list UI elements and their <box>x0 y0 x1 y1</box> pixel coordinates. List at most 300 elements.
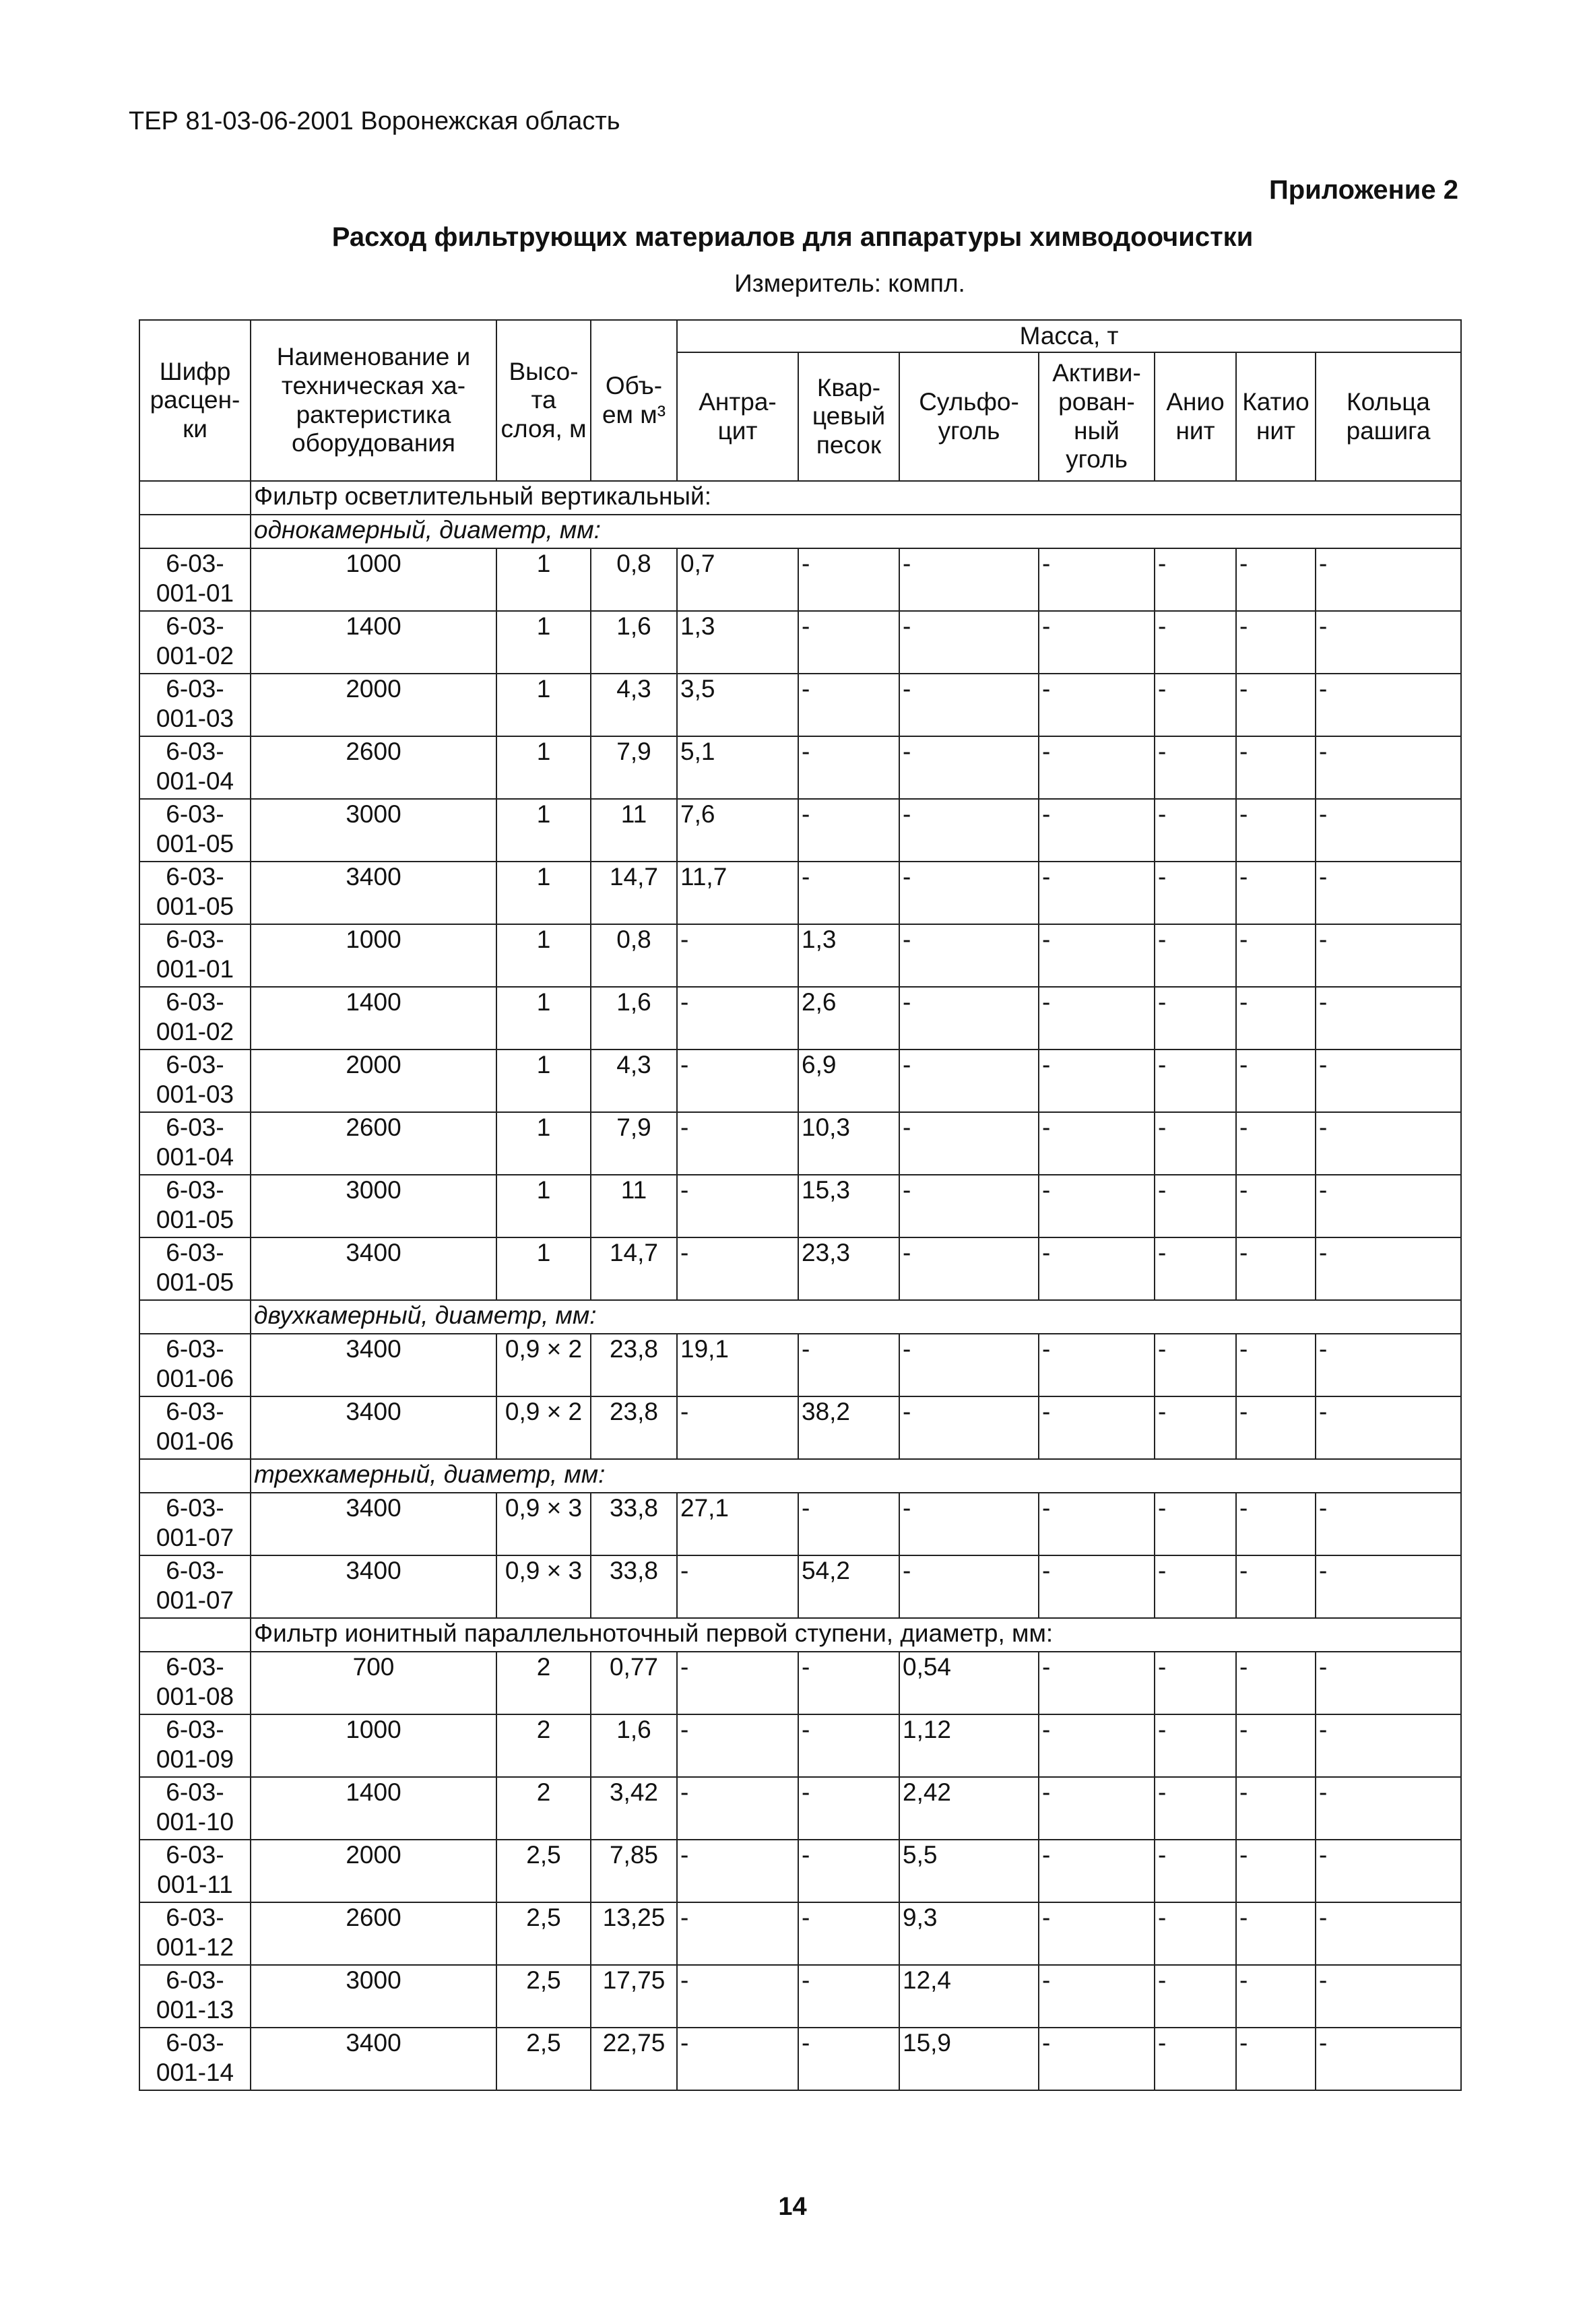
mass-anion-exchanger-cell: - <box>1155 736 1236 799</box>
mass-cation-exchanger-cell: - <box>1236 1237 1316 1300</box>
mass-anthracite-cell: - <box>677 2028 798 2090</box>
mass-cation-exchanger-cell: - <box>1236 799 1316 862</box>
mass-cation-exchanger-cell: - <box>1236 924 1316 987</box>
mass-anion-exchanger-cell: - <box>1155 1237 1236 1300</box>
code-cell: 6-03-001-06 <box>139 1396 251 1459</box>
mass-raschig-rings-cell: - <box>1316 1493 1461 1555</box>
volume-cell: 23,8 <box>591 1396 677 1459</box>
mass-activated-carbon-cell: - <box>1039 548 1155 611</box>
mass-quartz-sand-cell: - <box>798 1777 899 1840</box>
mass-anthracite-cell: 19,1 <box>677 1334 798 1396</box>
mass-activated-carbon-cell: - <box>1039 1050 1155 1112</box>
mass-quartz-sand-cell: - <box>798 2028 899 2090</box>
mass-sulfocoal-cell: - <box>899 611 1039 674</box>
name-cell: 1000 <box>251 1714 496 1777</box>
mass-activated-carbon-cell: - <box>1039 1237 1155 1300</box>
name-cell: 1000 <box>251 548 496 611</box>
name-cell: 3000 <box>251 1965 496 2028</box>
volume-cell: 0,77 <box>591 1652 677 1714</box>
table-row <box>139 736 1461 799</box>
mass-raschig-rings-cell: - <box>1316 674 1461 736</box>
mass-activated-carbon-cell: - <box>1039 611 1155 674</box>
height-cell: 2 <box>496 1652 591 1714</box>
mass-quartz-sand-cell: - <box>798 611 899 674</box>
table-row <box>139 1840 1461 1902</box>
mass-quartz-sand-cell: - <box>798 1334 899 1396</box>
mass-anthracite-cell: - <box>677 1112 798 1175</box>
code-cell: 6-03-001-13 <box>139 1965 251 2028</box>
mass-anthracite-cell: - <box>677 1555 798 1618</box>
mass-anion-exchanger-cell: - <box>1155 799 1236 862</box>
mass-anion-exchanger-cell: - <box>1155 1965 1236 2028</box>
mass-anion-exchanger-cell: - <box>1155 924 1236 987</box>
mass-anthracite-cell: - <box>677 1396 798 1459</box>
height-cell: 1 <box>496 987 591 1050</box>
mass-sulfocoal-cell: - <box>899 1112 1039 1175</box>
code-cell: 6-03-001-02 <box>139 987 251 1050</box>
table-row <box>139 1493 1461 1555</box>
name-cell: 2000 <box>251 1840 496 1902</box>
mass-anion-exchanger-cell: - <box>1155 2028 1236 2090</box>
table-row <box>139 1112 1461 1175</box>
mass-quartz-sand-cell: - <box>798 1714 899 1777</box>
mass-anion-exchanger-cell: - <box>1155 1050 1236 1112</box>
volume-cell: 7,9 <box>591 1112 677 1175</box>
volume-cell: 22,75 <box>591 2028 677 2090</box>
name-cell: 3400 <box>251 1334 496 1396</box>
mass-cation-exchanger-cell: - <box>1236 1840 1316 1902</box>
mass-activated-carbon-cell: - <box>1039 1777 1155 1840</box>
mass-quartz-sand-cell: 2,6 <box>798 987 899 1050</box>
height-cell: 1 <box>496 924 591 987</box>
mass-raschig-rings-cell: - <box>1316 1396 1461 1459</box>
mass-raschig-rings-cell: - <box>1316 1714 1461 1777</box>
mass-quartz-sand-cell: - <box>798 1965 899 2028</box>
section-code-cell <box>139 1459 251 1493</box>
mass-cation-exchanger-cell: - <box>1236 611 1316 674</box>
mass-sulfocoal-cell: 5,5 <box>899 1840 1039 1902</box>
code-cell: 6-03-001-05 <box>139 1237 251 1300</box>
code-cell: 6-03-001-07 <box>139 1493 251 1555</box>
mass-cation-exchanger-cell: - <box>1236 674 1316 736</box>
section-code-cell <box>139 1618 251 1652</box>
section-row <box>139 1618 1461 1652</box>
mass-sulfocoal-cell: 12,4 <box>899 1965 1039 2028</box>
table-row <box>139 1050 1461 1112</box>
height-cell: 0,9 × 3 <box>496 1493 591 1555</box>
header-quartz-sand: Квар-цевый песок <box>798 352 899 481</box>
mass-sulfocoal-cell: 1,12 <box>899 1714 1039 1777</box>
mass-raschig-rings-cell: - <box>1316 1175 1461 1237</box>
mass-cation-exchanger-cell: - <box>1236 1334 1316 1396</box>
name-cell: 2600 <box>251 1112 496 1175</box>
height-cell: 2,5 <box>496 1840 591 1902</box>
section-code-cell <box>139 515 251 548</box>
table-row <box>139 1714 1461 1777</box>
table-row <box>139 2028 1461 2090</box>
mass-activated-carbon-cell: - <box>1039 1652 1155 1714</box>
mass-quartz-sand-cell: 38,2 <box>798 1396 899 1459</box>
header-height: Высо-та слоя, м <box>496 320 591 481</box>
mass-raschig-rings-cell: - <box>1316 1112 1461 1175</box>
mass-anthracite-cell: 3,5 <box>677 674 798 736</box>
height-cell: 2 <box>496 1777 591 1840</box>
name-cell: 2000 <box>251 1050 496 1112</box>
volume-cell: 1,6 <box>591 1714 677 1777</box>
height-cell: 1 <box>496 862 591 924</box>
mass-anthracite-cell: - <box>677 1652 798 1714</box>
mass-sulfocoal-cell: - <box>899 987 1039 1050</box>
mass-anion-exchanger-cell: - <box>1155 1777 1236 1840</box>
volume-cell: 13,25 <box>591 1902 677 1965</box>
mass-sulfocoal-cell: - <box>899 799 1039 862</box>
mass-raschig-rings-cell: - <box>1316 1555 1461 1618</box>
height-cell: 1 <box>496 1237 591 1300</box>
mass-raschig-rings-cell: - <box>1316 1902 1461 1965</box>
section-row <box>139 481 1461 515</box>
mass-sulfocoal-cell: - <box>899 924 1039 987</box>
section-label: Фильтр ионитный параллельноточный первой ступени, диаметр, мм: <box>251 1618 1461 1652</box>
name-cell: 3000 <box>251 799 496 862</box>
mass-anthracite-cell: 11,7 <box>677 862 798 924</box>
header-raschig-rings: Кольца рашига <box>1316 352 1461 481</box>
mass-raschig-rings-cell: - <box>1316 736 1461 799</box>
volume-cell: 7,85 <box>591 1840 677 1902</box>
unit-of-measure: Измеритель: компл. <box>734 269 965 297</box>
mass-quartz-sand-cell: - <box>798 548 899 611</box>
mass-activated-carbon-cell: - <box>1039 1493 1155 1555</box>
mass-activated-carbon-cell: - <box>1039 799 1155 862</box>
name-cell: 700 <box>251 1652 496 1714</box>
mass-activated-carbon-cell: - <box>1039 862 1155 924</box>
height-cell: 1 <box>496 1050 591 1112</box>
section-row <box>139 1459 1461 1493</box>
mass-activated-carbon-cell: - <box>1039 2028 1155 2090</box>
section-label: Фильтр осветлительный вертикальный: <box>251 481 1461 515</box>
section-row <box>139 515 1461 548</box>
mass-raschig-rings-cell: - <box>1316 924 1461 987</box>
mass-activated-carbon-cell: - <box>1039 1965 1155 2028</box>
height-cell: 2 <box>496 1714 591 1777</box>
mass-sulfocoal-cell: - <box>899 1334 1039 1396</box>
volume-cell: 33,8 <box>591 1555 677 1618</box>
mass-anthracite-cell: 7,6 <box>677 799 798 862</box>
mass-raschig-rings-cell: - <box>1316 1840 1461 1902</box>
mass-raschig-rings-cell: - <box>1316 799 1461 862</box>
volume-cell: 4,3 <box>591 674 677 736</box>
section-label: однокамерный, диаметр, мм: <box>251 515 1461 548</box>
height-cell: 2,5 <box>496 1902 591 1965</box>
mass-raschig-rings-cell: - <box>1316 2028 1461 2090</box>
mass-anion-exchanger-cell: - <box>1155 1175 1236 1237</box>
name-cell: 1400 <box>251 1777 496 1840</box>
mass-anion-exchanger-cell: - <box>1155 1555 1236 1618</box>
mass-anion-exchanger-cell: - <box>1155 548 1236 611</box>
header-anthracite: Антра-цит <box>677 352 798 481</box>
mass-sulfocoal-cell: 15,9 <box>899 2028 1039 2090</box>
mass-anthracite-cell: - <box>677 1237 798 1300</box>
height-cell: 1 <box>496 799 591 862</box>
header-volume: Объ-ем м³ <box>591 320 677 481</box>
code-cell: 6-03-001-03 <box>139 1050 251 1112</box>
mass-activated-carbon-cell: - <box>1039 1334 1155 1396</box>
mass-activated-carbon-cell: - <box>1039 1175 1155 1237</box>
mass-sulfocoal-cell: - <box>899 862 1039 924</box>
mass-anthracite-cell: - <box>677 1840 798 1902</box>
table-row <box>139 1334 1461 1396</box>
mass-quartz-sand-cell: - <box>798 736 899 799</box>
mass-quartz-sand-cell: - <box>798 674 899 736</box>
name-cell: 1400 <box>251 611 496 674</box>
table-row <box>139 1237 1461 1300</box>
mass-anthracite-cell: 1,3 <box>677 611 798 674</box>
section-row <box>139 1300 1461 1334</box>
mass-sulfocoal-cell: 0,54 <box>899 1652 1039 1714</box>
mass-activated-carbon-cell: - <box>1039 1112 1155 1175</box>
mass-anthracite-cell: 27,1 <box>677 1493 798 1555</box>
code-cell: 6-03-001-10 <box>139 1777 251 1840</box>
mass-quartz-sand-cell: 15,3 <box>798 1175 899 1237</box>
mass-activated-carbon-cell: - <box>1039 1840 1155 1902</box>
code-cell: 6-03-001-01 <box>139 548 251 611</box>
name-cell: 1400 <box>251 987 496 1050</box>
height-cell: 1 <box>496 548 591 611</box>
table-row <box>139 548 1461 611</box>
mass-anion-exchanger-cell: - <box>1155 987 1236 1050</box>
mass-cation-exchanger-cell: - <box>1236 862 1316 924</box>
volume-cell: 14,7 <box>591 862 677 924</box>
table-row <box>139 1175 1461 1237</box>
mass-anion-exchanger-cell: - <box>1155 1902 1236 1965</box>
height-cell: 1 <box>496 674 591 736</box>
volume-cell: 0,8 <box>591 924 677 987</box>
mass-sulfocoal-cell: - <box>899 1237 1039 1300</box>
mass-activated-carbon-cell: - <box>1039 674 1155 736</box>
mass-anion-exchanger-cell: - <box>1155 862 1236 924</box>
mass-anion-exchanger-cell: - <box>1155 1714 1236 1777</box>
height-cell: 0,9 × 3 <box>496 1555 591 1618</box>
section-label: трехкамерный, диаметр, мм: <box>251 1459 1461 1493</box>
mass-anthracite-cell: - <box>677 924 798 987</box>
mass-sulfocoal-cell: - <box>899 1050 1039 1112</box>
table-row <box>139 1652 1461 1714</box>
code-cell: 6-03-001-12 <box>139 1902 251 1965</box>
header-activated-carbon: Активи-рован-ный уголь <box>1039 352 1155 481</box>
code-cell: 6-03-001-04 <box>139 1112 251 1175</box>
section-label: двухкамерный, диаметр, мм: <box>251 1300 1461 1334</box>
volume-cell: 4,3 <box>591 1050 677 1112</box>
code-cell: 6-03-001-03 <box>139 674 251 736</box>
mass-cation-exchanger-cell: - <box>1236 1902 1316 1965</box>
mass-raschig-rings-cell: - <box>1316 1050 1461 1112</box>
name-cell: 3400 <box>251 2028 496 2090</box>
mass-anion-exchanger-cell: - <box>1155 1112 1236 1175</box>
volume-cell: 11 <box>591 799 677 862</box>
height-cell: 1 <box>496 611 591 674</box>
mass-quartz-sand-cell: 10,3 <box>798 1112 899 1175</box>
header-anion-exchanger: Анио нит <box>1155 352 1236 481</box>
table-row <box>139 1965 1461 2028</box>
code-cell: 6-03-001-11 <box>139 1840 251 1902</box>
mass-quartz-sand-cell: 54,2 <box>798 1555 899 1618</box>
mass-sulfocoal-cell: - <box>899 736 1039 799</box>
name-cell: 1000 <box>251 924 496 987</box>
mass-raschig-rings-cell: - <box>1316 1777 1461 1840</box>
volume-cell: 33,8 <box>591 1493 677 1555</box>
code-cell: 6-03-001-08 <box>139 1652 251 1714</box>
code-cell: 6-03-001-05 <box>139 799 251 862</box>
volume-cell: 1,6 <box>591 611 677 674</box>
mass-quartz-sand-cell: 1,3 <box>798 924 899 987</box>
name-cell: 2600 <box>251 736 496 799</box>
code-cell: 6-03-001-06 <box>139 1334 251 1396</box>
volume-cell: 3,42 <box>591 1777 677 1840</box>
code-cell: 6-03-001-04 <box>139 736 251 799</box>
volume-cell: 7,9 <box>591 736 677 799</box>
mass-sulfocoal-cell: - <box>899 674 1039 736</box>
mass-sulfocoal-cell: - <box>899 1555 1039 1618</box>
mass-anion-exchanger-cell: - <box>1155 1396 1236 1459</box>
mass-sulfocoal-cell: 9,3 <box>899 1902 1039 1965</box>
mass-cation-exchanger-cell: - <box>1236 1965 1316 2028</box>
code-cell: 6-03-001-09 <box>139 1714 251 1777</box>
mass-anthracite-cell: - <box>677 1777 798 1840</box>
volume-cell: 17,75 <box>591 1965 677 2028</box>
table-row <box>139 1902 1461 1965</box>
mass-raschig-rings-cell: - <box>1316 1652 1461 1714</box>
mass-anthracite-cell: - <box>677 1175 798 1237</box>
table-row <box>139 1777 1461 1840</box>
table-row <box>139 987 1461 1050</box>
mass-sulfocoal-cell: - <box>899 1175 1039 1237</box>
mass-quartz-sand-cell: - <box>798 1652 899 1714</box>
mass-anthracite-cell: 0,7 <box>677 548 798 611</box>
page-title: Расход фильтрующих материалов для аппаратуры химводоочистки <box>331 222 1254 252</box>
mass-sulfocoal-cell: - <box>899 1493 1039 1555</box>
mass-raschig-rings-cell: - <box>1316 1334 1461 1396</box>
mass-anthracite-cell: - <box>677 1902 798 1965</box>
height-cell: 1 <box>496 1112 591 1175</box>
mass-anthracite-cell: - <box>677 1050 798 1112</box>
mass-cation-exchanger-cell: - <box>1236 1652 1316 1714</box>
volume-cell: 14,7 <box>591 1237 677 1300</box>
height-cell: 1 <box>496 1175 591 1237</box>
materials-table <box>139 319 1462 2091</box>
mass-raschig-rings-cell: - <box>1316 1965 1461 2028</box>
mass-sulfocoal-cell: - <box>899 548 1039 611</box>
header-name: Наименование и техническая ха-рактеристика оборудования <box>251 320 496 481</box>
table-row <box>139 611 1461 674</box>
mass-anthracite-cell: - <box>677 1965 798 2028</box>
height-cell: 0,9 × 2 <box>496 1334 591 1396</box>
table-row <box>139 674 1461 736</box>
mass-quartz-sand-cell: - <box>798 1840 899 1902</box>
mass-quartz-sand-cell: 23,3 <box>798 1237 899 1300</box>
mass-activated-carbon-cell: - <box>1039 924 1155 987</box>
mass-sulfocoal-cell: 2,42 <box>899 1777 1039 1840</box>
code-cell: 6-03-001-02 <box>139 611 251 674</box>
document-header: ТЕР 81-03-06-2001 Воронежская область <box>129 107 620 135</box>
header-sulfocoal: Сульфо-уголь <box>899 352 1039 481</box>
mass-anthracite-cell: 5,1 <box>677 736 798 799</box>
mass-anion-exchanger-cell: - <box>1155 611 1236 674</box>
mass-quartz-sand-cell: - <box>798 799 899 862</box>
section-code-cell <box>139 1300 251 1334</box>
mass-activated-carbon-cell: - <box>1039 1555 1155 1618</box>
mass-cation-exchanger-cell: - <box>1236 987 1316 1050</box>
volume-cell: 1,6 <box>591 987 677 1050</box>
table-row <box>139 924 1461 987</box>
mass-cation-exchanger-cell: - <box>1236 736 1316 799</box>
name-cell: 3400 <box>251 1493 496 1555</box>
mass-raschig-rings-cell: - <box>1316 1237 1461 1300</box>
table-row <box>139 1555 1461 1618</box>
height-cell: 1 <box>496 736 591 799</box>
table-row <box>139 799 1461 862</box>
name-cell: 3000 <box>251 1175 496 1237</box>
code-cell: 6-03-001-14 <box>139 2028 251 2090</box>
mass-cation-exchanger-cell: - <box>1236 2028 1316 2090</box>
name-cell: 3400 <box>251 1555 496 1618</box>
mass-cation-exchanger-cell: - <box>1236 1112 1316 1175</box>
mass-raschig-rings-cell: - <box>1316 987 1461 1050</box>
header-mass-group: Масса, т <box>677 320 1461 352</box>
name-cell: 3400 <box>251 1237 496 1300</box>
mass-activated-carbon-cell: - <box>1039 1396 1155 1459</box>
mass-anthracite-cell: - <box>677 987 798 1050</box>
mass-raschig-rings-cell: - <box>1316 611 1461 674</box>
mass-cation-exchanger-cell: - <box>1236 1714 1316 1777</box>
name-cell: 3400 <box>251 862 496 924</box>
mass-anthracite-cell: - <box>677 1714 798 1777</box>
header-code: Шифр расцен-ки <box>139 320 251 481</box>
mass-cation-exchanger-cell: - <box>1236 1050 1316 1112</box>
section-code-cell <box>139 481 251 515</box>
mass-activated-carbon-cell: - <box>1039 1714 1155 1777</box>
mass-quartz-sand-cell: 6,9 <box>798 1050 899 1112</box>
mass-activated-carbon-cell: - <box>1039 1902 1155 1965</box>
appendix-label: Приложение 2 <box>1269 175 1458 205</box>
name-cell: 3400 <box>251 1396 496 1459</box>
header-cation-exchanger: Катио нит <box>1236 352 1316 481</box>
height-cell: 0,9 × 2 <box>496 1396 591 1459</box>
mass-quartz-sand-cell: - <box>798 862 899 924</box>
mass-cation-exchanger-cell: - <box>1236 1493 1316 1555</box>
mass-sulfocoal-cell: - <box>899 1396 1039 1459</box>
mass-anion-exchanger-cell: - <box>1155 1493 1236 1555</box>
code-cell: 6-03-001-05 <box>139 1175 251 1237</box>
mass-anion-exchanger-cell: - <box>1155 1334 1236 1396</box>
mass-anion-exchanger-cell: - <box>1155 1652 1236 1714</box>
mass-anion-exchanger-cell: - <box>1155 674 1236 736</box>
mass-activated-carbon-cell: - <box>1039 736 1155 799</box>
code-cell: 6-03-001-05 <box>139 862 251 924</box>
height-cell: 2,5 <box>496 2028 591 2090</box>
page-number: 14 <box>778 2193 807 2221</box>
mass-raschig-rings-cell: - <box>1316 548 1461 611</box>
code-cell: 6-03-001-07 <box>139 1555 251 1618</box>
volume-cell: 23,8 <box>591 1334 677 1396</box>
volume-cell: 0,8 <box>591 548 677 611</box>
mass-anion-exchanger-cell: - <box>1155 1840 1236 1902</box>
mass-raschig-rings-cell: - <box>1316 862 1461 924</box>
code-cell: 6-03-001-01 <box>139 924 251 987</box>
name-cell: 2000 <box>251 674 496 736</box>
name-cell: 2600 <box>251 1902 496 1965</box>
height-cell: 2,5 <box>496 1965 591 2028</box>
table-row <box>139 862 1461 924</box>
mass-quartz-sand-cell: - <box>798 1493 899 1555</box>
